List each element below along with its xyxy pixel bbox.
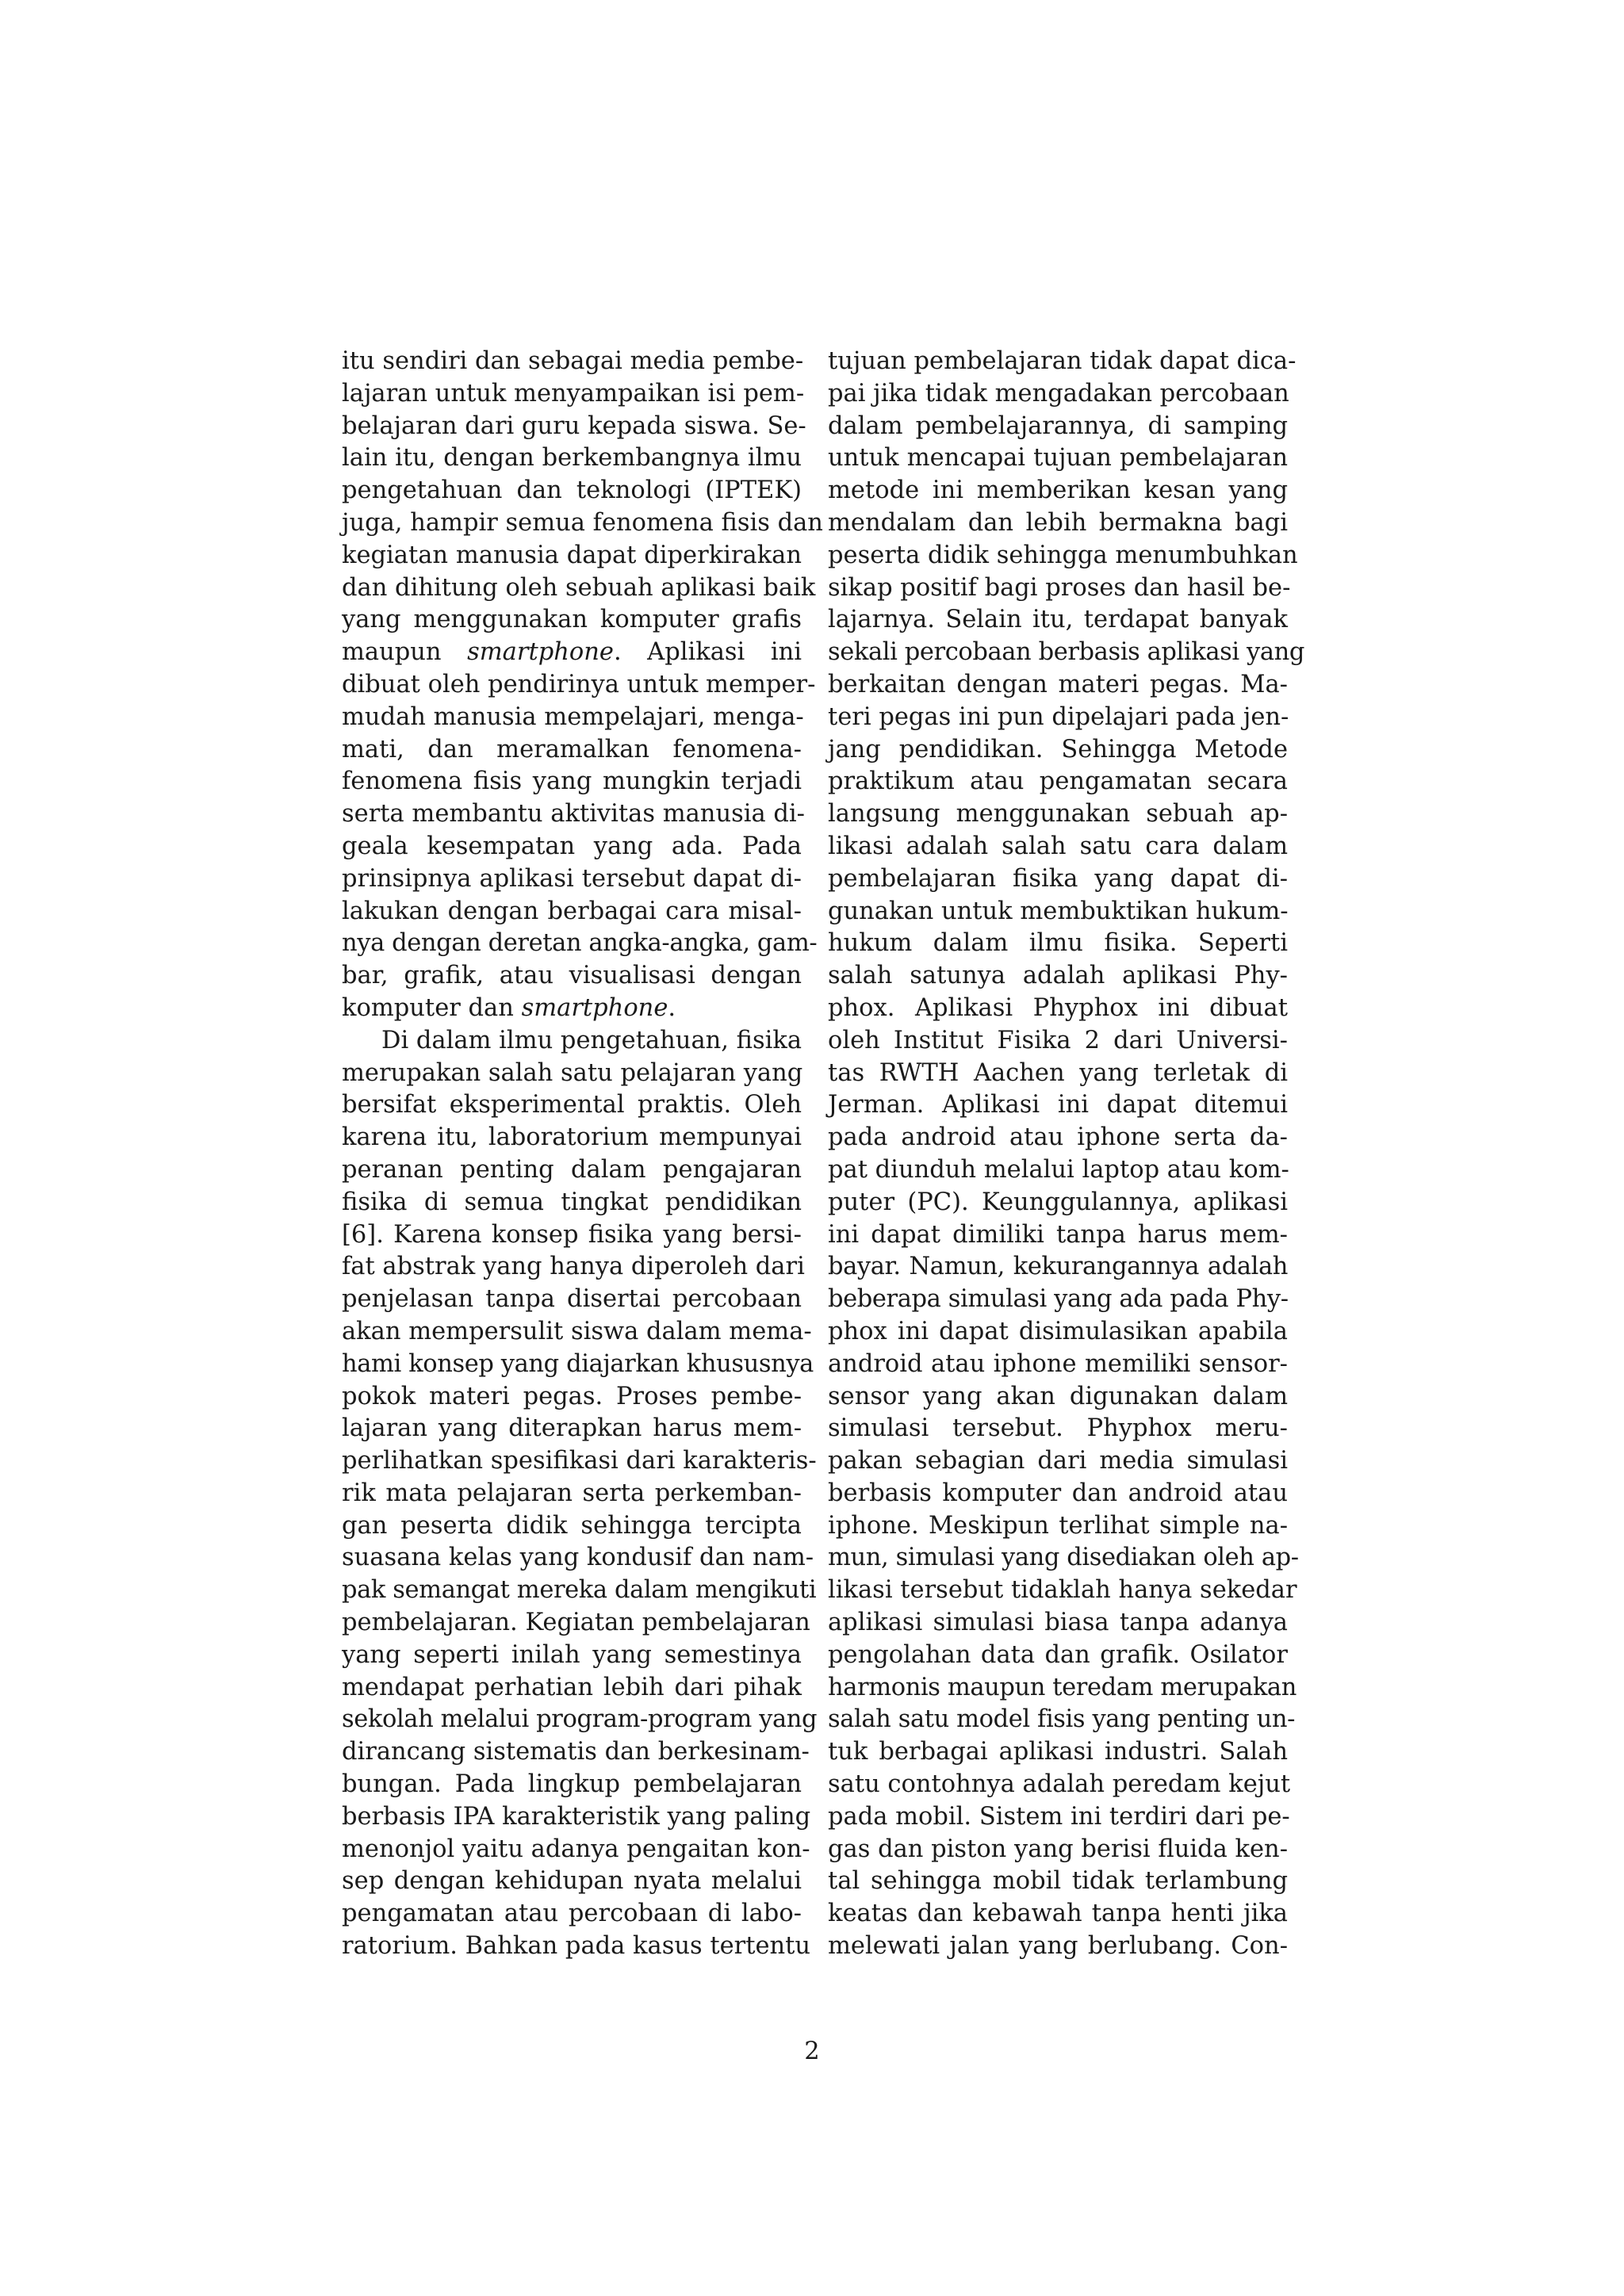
text-line: melewati jalan yang berlubang. Con- (828, 1932, 1288, 1961)
text-line: dalam pembelajarannya, di samping (828, 411, 1288, 440)
text-line: gas dan piston yang berisi fluida ken- (828, 1835, 1288, 1863)
text-line: dibuat oleh pendirinya untuk memper- (342, 670, 816, 698)
text-line: gan peserta didik sehingga tercipta (342, 1511, 802, 1540)
text-line: beberapa simulasi yang ada pada Phy- (828, 1285, 1289, 1314)
emphasized-term: smartphone (467, 638, 614, 667)
emphasized-term: smartphone (521, 993, 668, 1022)
text-line: sikap positif bagi proses dan hasil be- (828, 573, 1291, 602)
text-line: hami konsep yang diajarkan khususnya (342, 1349, 814, 1378)
text-line: mun, simulasi yang disediakan oleh ap- (828, 1544, 1299, 1572)
text-line: pembelajaran. Kegiatan pembelajaran (342, 1609, 810, 1637)
text-line: lajaran untuk menyampaikan isi pem- (342, 379, 805, 408)
text-line: lakukan dengan berbagai cara misal- (342, 897, 802, 925)
text-line: pada mobil. Sistem ini terdiri dari pe- (828, 1802, 1290, 1831)
text-line: likasi adalah salah satu cara dalam (828, 832, 1288, 860)
text-line: gunakan untuk membuktikan hukum- (828, 897, 1289, 925)
text-line: salah satunya adalah aplikasi Phy- (828, 962, 1288, 990)
text-line: berbasis IPA karakteristik yang paling (342, 1802, 811, 1831)
text-line: rik mata pelajaran serta perkemban- (342, 1479, 802, 1507)
text-line: tal sehingga mobil tidak terlambung (828, 1867, 1288, 1896)
text-line: puter (PC). Keunggulannya, aplikasi (828, 1188, 1288, 1216)
text-line: bungan. Pada lingkup pembelajaran (342, 1770, 802, 1799)
text-line: salah satu model fisis yang penting un- (828, 1705, 1296, 1734)
text-line: tas RWTH Aachen yang terletak di (828, 1058, 1288, 1087)
text-line: jang pendidikan. Sehingga Metode (828, 735, 1288, 763)
text-line: maupun smartphone. Aplikasi ini (342, 638, 802, 667)
text-line: harmonis maupun teredam merupakan (828, 1673, 1297, 1701)
text-line: juga, hampir semua fenomena fisis dan (342, 508, 823, 537)
text-line: peserta didik sehingga menumbuhkan (828, 541, 1298, 569)
text-line: nya dengan deretan angka-angka, gam- (342, 929, 818, 958)
text-line: lajaran yang diterapkan harus mem- (342, 1414, 802, 1443)
paragraph-start-line: Di dalam ilmu pengetahuan, fisika (381, 1026, 802, 1054)
text-line: satu contohnya adalah peredam kejut (828, 1770, 1291, 1799)
text-line: keatas dan kebawah tanpa henti jika (828, 1900, 1288, 1928)
paragraph-end-line: komputer dan smartphone. (342, 993, 676, 1022)
text-line: sekolah melalui program-program yang (342, 1705, 818, 1734)
text-line: tuk berbagai aplikasi industri. Salah (828, 1738, 1288, 1766)
text-line: fenomena fisis yang mungkin terjadi (342, 767, 802, 796)
text-line: yang seperti inilah yang semestinya (342, 1640, 802, 1669)
text-line: oleh Institut Fisika 2 dari Universi- (828, 1026, 1288, 1054)
text-line: mati, dan meramalkan fenomena- (342, 735, 802, 763)
text-line: lain itu, dengan berkembangnya ilmu (342, 444, 802, 473)
text-line: peranan penting dalam pengajaran (342, 1155, 802, 1184)
text-line: android atau iphone memiliki sensor- (828, 1349, 1288, 1378)
text-line: fisika di semua tingkat pendidikan (342, 1188, 802, 1216)
text-line: belajaran dari guru kepada siswa. Se- (342, 411, 806, 440)
text-line: mudah manusia mempelajari, menga- (342, 702, 804, 731)
text-line: bayar. Namun, kekurangannya adalah (828, 1253, 1288, 1281)
text-line: serta membantu aktivitas manusia di- (342, 800, 805, 828)
text-line: Jerman. Aplikasi ini dapat ditemui (828, 1091, 1288, 1119)
text-line: teri pegas ini pun dipelajari pada jen- (828, 702, 1289, 731)
text-line: geala kesempatan yang ada. Pada (342, 832, 802, 860)
text-line: ini dapat dimiliki tanpa harus mem- (828, 1220, 1288, 1249)
text-line: pokok materi pegas. Proses pembe- (342, 1382, 802, 1410)
text-line: untuk mencapai tujuan pembelajaran (828, 444, 1288, 473)
text-line: akan mempersulit siswa dalam mema- (342, 1317, 812, 1345)
text-line: pak semangat mereka dalam mengikuti (342, 1576, 817, 1605)
text-line: [6]. Karena konsep fisika yang bersi- (342, 1220, 802, 1249)
text-line: pengetahuan dan teknologi (IPTEK) (342, 476, 802, 505)
text-line: pada android atau iphone serta da- (828, 1123, 1288, 1152)
text-line: mendalam dan lebih bermakna bagi (828, 508, 1288, 537)
text-line: praktikum atau pengamatan secara (828, 767, 1288, 796)
text-line: pakan sebagian dari media simulasi (828, 1447, 1288, 1475)
text-line: iphone. Meskipun terlihat simple na- (828, 1511, 1288, 1540)
left-column (342, 346, 823, 1963)
text-line: karena itu, laboratorium mempunyai (342, 1123, 802, 1152)
text-line: sensor yang akan digunakan dalam (828, 1382, 1288, 1410)
text-line: pat diunduh melalui laptop atau kom- (828, 1155, 1289, 1184)
right-column (828, 346, 1304, 1963)
text-line: menonjol yaitu adanya pengaitan kon- (342, 1835, 810, 1863)
text-line: dirancang sistematis dan berkesinam- (342, 1738, 810, 1766)
text-line: berkaitan dengan materi pegas. Ma- (828, 670, 1288, 698)
text-line: prinsipnya aplikasi tersebut dapat di- (342, 864, 802, 893)
text-line: hukum dalam ilmu fisika. Seperti (828, 929, 1288, 958)
text-line: metode ini memberikan kesan yang (828, 476, 1288, 505)
text-line: tujuan pembelajaran tidak dapat dica- (828, 347, 1297, 375)
text-line: yang menggunakan komputer grafis (342, 606, 802, 634)
text-line: phox. Aplikasi Phyphox ini dibuat (828, 993, 1288, 1022)
text-line: fat abstrak yang hanya diperoleh dari (342, 1253, 805, 1281)
text-line: simulasi tersebut. Phyphox meru- (828, 1414, 1288, 1443)
text-line: likasi tersebut tidaklah hanya sekedar (828, 1576, 1297, 1605)
text-line: ratorium. Bahkan pada kasus tertentu (342, 1932, 811, 1961)
text-line: langsung menggunakan sebuah ap- (828, 800, 1288, 828)
text-line: mendapat perhatian lebih dari pihak (342, 1673, 802, 1701)
text-line: berbasis komputer dan android atau (828, 1479, 1288, 1507)
text-line: pembelajaran fisika yang dapat di- (828, 864, 1288, 893)
text-line: phox ini dapat disimulasikan apabila (828, 1317, 1288, 1345)
text-line: itu sendiri dan sebagai media pembe- (342, 347, 804, 375)
text-line: perlihatkan spesifikasi dari karakteris- (342, 1447, 817, 1475)
text-line: pengamatan atau percobaan di labo- (342, 1900, 802, 1928)
text-line: lajarnya. Selain itu, terdapat banyak (828, 606, 1288, 634)
text-line: sekali percobaan berbasis aplikasi yang (828, 638, 1304, 667)
text-line: suasana kelas yang kondusif dan nam- (342, 1544, 814, 1572)
text-line: bersifat eksperimental praktis. Oleh (342, 1091, 802, 1119)
text-line: bar, grafik, atau visualisasi dengan (342, 962, 802, 990)
text-line: pai jika tidak mengadakan percobaan (828, 379, 1289, 408)
text-line: sep dengan kehidupan nyata melalui (342, 1867, 802, 1896)
text-line: kegiatan manusia dapat diperkirakan (342, 541, 802, 569)
text-line: pengolahan data dan grafik. Osilator (828, 1640, 1288, 1669)
text-line: dan dihitung oleh sebuah aplikasi baik (342, 573, 816, 602)
page-number: 2 (804, 2038, 820, 2065)
text-line: penjelasan tanpa disertai percobaan (342, 1285, 802, 1314)
text-line: merupakan salah satu pelajaran yang (342, 1058, 803, 1087)
text-line: aplikasi simulasi biasa tanpa adanya (828, 1609, 1288, 1637)
